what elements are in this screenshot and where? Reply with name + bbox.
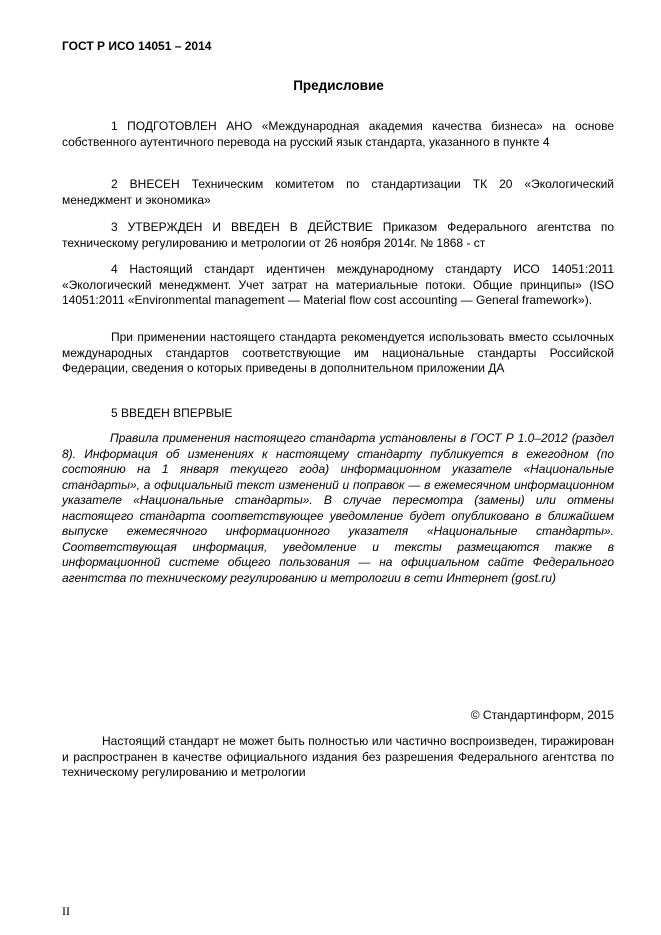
reproduction-notice: Настоящий стандарт не может быть полностью или частично воспроизведен, тиражирован и распространен в качестве официального издания без разрешения Федерального агентства по техническому регулированию и метрологии bbox=[62, 734, 614, 779]
preface-item-1: 1 ПОДГОТОВЛЕН АНО «Международная академия качества бизнеса» на основе собственного аутентичного перевода на русский язык стандарта, указанного в пункте 4 bbox=[62, 119, 614, 149]
page-number: II bbox=[62, 904, 70, 918]
preface-item-4: 4 Настоящий стандарт идентичен международному стандарту ИСО 14051:2011 «Экологический менеджмент. Учет затрат на материальные потоки. Общие принципы» (ISO 14051:2011 «Environmental management — Material flow cost accounting — General framework»). bbox=[62, 262, 614, 307]
preface-item-2: 2 ВНЕСЕН Техническим комитетом по стандартизации ТК 20 «Экологический менеджмент и экономика» bbox=[62, 177, 614, 207]
preface-item-3: 3 УТВЕРЖДЕН И ВВЕДЕН В ДЕЙСТВИЕ Приказом Федерального агентства по техническому регулированию и метрологии от 26 ноября 2014г. № 1868 - ст bbox=[62, 220, 614, 250]
preface-title: Предисловие bbox=[293, 78, 384, 93]
copyright-notice: © Стандартинформ, 2015 bbox=[470, 708, 614, 722]
rules-of-application-text: Правила применения настоящего стандарта установлены в ГОСТ Р 1.0–2012 (раздел 8). Информация об изменениях к настоящему стандарту публикуется в ежегодном (по состоянию на 1 января текущего года) информационном указателе «Национальные стандарты», а официальный текст изменений и поправок — в ежемесячном информационном указателе «Национальные стандарты». В случае пересмотра (замены) или отмены настоящего стандарта соответствующее уведомление будет опубликовано в ближайшем выпуске ежемесячного информационного указателя «Национальные стандарты». Соответствующая информация, уведомление и тексты размещаются также в информационной системе общего пользования — на официальном сайте Федерального агентства по техническому регулированию и метрологии в сети Интернет (gost.ru) bbox=[62, 431, 614, 585]
preface-item-5: 5 ВВЕДЕН ВПЕРВЫЕ bbox=[111, 406, 233, 420]
preface-item-4-note: При применении настоящего стандарта рекомендуется использовать вместо ссылочных международных стандартов соответствующие им национальные стандарты Российской Федерации, сведения о которых приведены в дополнительном приложении ДА bbox=[62, 330, 614, 375]
standard-code-header: ГОСТ Р ИСО 14051 – 2014 bbox=[62, 39, 212, 53]
